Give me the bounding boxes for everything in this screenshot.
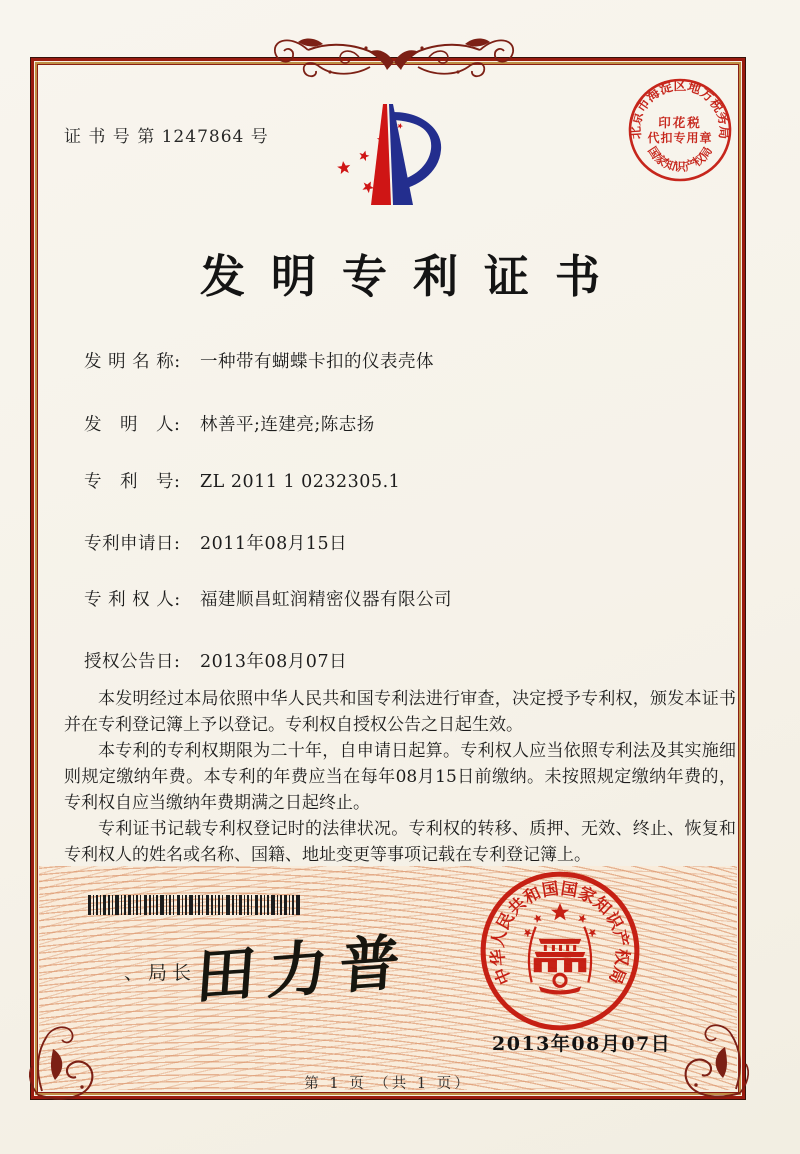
field-value: 林善平;连建亮;陈志扬 — [200, 415, 375, 435]
field-value: 2013年08月07日 — [200, 652, 348, 672]
field-value: 一种带有蝴蝶卡扣的仪表壳体 — [200, 352, 434, 372]
barcode — [88, 895, 300, 915]
field-value: 福建顺昌虹润精密仪器有限公司 — [200, 590, 452, 610]
field-value: 2011年08月15日 — [200, 534, 348, 554]
certificate-title: 发明专利证书 — [199, 250, 626, 303]
paragraph-register: 专利证书记载专利权登记时的法律状况。专利权的转移、质押、无效、终止、恢复和专利权人的姓名或名称、国籍、地址变更等事项记载在专利登记簿上。 — [64, 819, 736, 865]
seal-arc-text: 中华人民共和国国家知识产权局 — [486, 877, 634, 988]
seal-date: 2013年08月07日 — [492, 1033, 672, 1055]
sipo-official-seal — [474, 865, 646, 1037]
paragraph-grant: 本发明经过本局依照中华人民共和国专利法进行审查，决定授予专利权，颁发本证书并在专利登记簿上予以登记。专利权自授权公告之日起生效。 — [64, 689, 736, 735]
tax-stamp-seal — [626, 76, 734, 184]
field-label: 发 明 人: — [84, 415, 181, 435]
field-patentee — [84, 586, 452, 611]
field-label: 授权公告日: — [84, 652, 181, 672]
field-patent-number — [84, 468, 400, 493]
field-inventors — [84, 411, 375, 436]
corner-flourish-ornament — [24, 1023, 126, 1109]
certificate-number: 证 书 号 第 1247864 号 — [64, 127, 269, 147]
field-label: 专 利 号: — [84, 472, 181, 492]
sipo-logo — [323, 101, 459, 215]
field-label: 专利申请日: — [84, 534, 181, 554]
legal-body-text — [64, 686, 736, 868]
tax-stamp-arc-top: 北京市海淀区地方税务局 — [628, 79, 732, 140]
page-footer: 第 1 页 （共 1 页） — [304, 1076, 472, 1092]
paragraph-term-fees: 本专利的专利权期限为二十年，自申请日起算。专利权人应当依照专利法及其实施细则规定缴纳年费。本专利的年费应当在每年08月15日前缴纳。未按照规定缴纳年费的，专利权自应当缴纳年费期满之日起终止。 — [64, 741, 736, 813]
tax-stamp-line1: 印花税 — [658, 115, 702, 130]
commissioner-title: 、局长 — [124, 962, 197, 984]
tax-stamp-line2: 代扣专用章 — [647, 131, 713, 145]
field-grant-date — [84, 648, 347, 673]
commissioner-signature: 田力普 — [193, 927, 414, 1013]
national-emblem — [521, 903, 598, 995]
top-flourish-ornament — [268, 26, 520, 88]
tax-stamp-arc-bottom: 国家知识产权局 — [645, 144, 715, 174]
field-invention-name — [84, 348, 434, 373]
logo-red-blade — [371, 104, 391, 205]
field-value: ZL 2011 1 0232305.1 — [200, 472, 401, 492]
field-label: 专 利 权 人: — [84, 590, 181, 610]
field-filing-date — [84, 530, 347, 555]
field-label: 发 明 名 称: — [84, 352, 181, 372]
svg-text:国家知识产权局 — [645, 144, 715, 174]
